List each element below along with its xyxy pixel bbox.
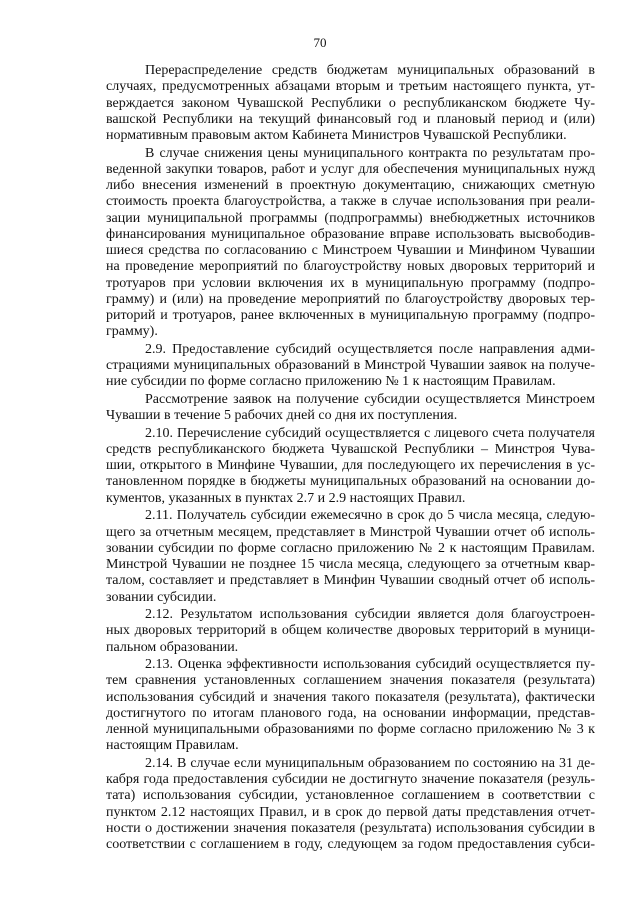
text-line: талом, составляет и представляет в Минфин Чувашии сводный отчет об исполь-	[106, 573, 595, 589]
text-line: 2.14. В случае если муниципальным образованием по состоянию на 31 де-	[145, 755, 595, 771]
text-line: тем сравнения установленных соглашением значения показателя (результата)	[106, 673, 595, 689]
text-line: нормативным правовым актом Кабинета Министров Чувашской Республики.	[106, 128, 567, 143]
text-line: финансирования муниципальное образование вправе использовать высвободив-	[106, 226, 595, 242]
text-line: верждается законом Чувашской Республики о республиканском бюджете Чу-	[106, 95, 595, 111]
text-line: тата) использования субсидии, установленное соглашением в соответствии с	[106, 788, 595, 804]
text-line: 2.9. Предоставление субсидий осуществляется после направления адми-	[145, 341, 595, 357]
text-line: страциями муниципальных образований в Минстрой Чувашии заявок на получе-	[106, 358, 595, 374]
text-line: кабря года предоставления субсидии не достигнуто значение показателя (резуль-	[106, 772, 595, 788]
text-line: веденной закупки товаров, работ и услуг для обеспечения муниципальных нужд	[106, 161, 595, 177]
text-line: использования субсидий и значения такого показателя (результата), фактически	[106, 689, 595, 705]
text-line: пальном образовании.	[106, 639, 239, 655]
text-line: грамму) и (или) на проведение мероприятий по благоустройству дворовых тер-	[106, 291, 595, 307]
text-line: ние субсидии по форме согласно приложению № 1 к настоящим Правилам.	[106, 374, 556, 390]
text-line: ных дворовых территорий в общем количестве дворовых территорий в муници-	[106, 623, 595, 639]
text-line: вашской Республики на текущий финансовый год и плановый период и (или)	[106, 111, 595, 127]
text-line: кументов, указанных в пунктах 2.7 и 2.9 настоящих Правил.	[106, 490, 466, 506]
page-number: 70	[313, 35, 327, 50]
text-line: 2.11. Получатель субсидии ежемесячно в срок до 5 числа месяца, следую-	[145, 508, 595, 524]
text-line: тротуаров при условии включения их в муниципальную программу (подпро-	[106, 275, 595, 291]
text-line: пунктом 2.12 настоящих Правил, и в срок до первой даты представления отчет-	[106, 804, 595, 820]
text-line: достигнутого по итогам планового года, на основании информации, представ-	[106, 705, 595, 721]
text-line: 2.10. Перечисление субсидий осуществляется с лицевого счета получателя	[145, 425, 595, 441]
text-line: зации муниципальной программы (подпрограммы) внебюджетных источников	[106, 210, 595, 226]
text-line: либо внесения изменений в проектную документацию, снижающих сметную	[106, 178, 595, 194]
text-line: шиеся средства по согласованию с Минстроем Чувашии и Минфином Чувашии	[106, 243, 595, 259]
text-line: 2.13. Оценка эффективности использования субсидий осуществляется пу-	[145, 657, 595, 673]
text-line: 2.12. Результатом использования субсидии является доля благоустроен-	[145, 607, 595, 622]
text-line: Чувашии в течение 5 рабочих дней со дня их поступления.	[106, 408, 458, 424]
text-line: риторий и тротуаров, ранее включенных в муниципальную программу (подпро-	[106, 308, 595, 324]
text-line: зовании субсидии по форме согласно приложению № 2 к настоящим Правилам.	[106, 540, 595, 556]
text-line: Рассмотрение заявок на получение субсидии осуществляется Минстроем	[145, 391, 595, 407]
text-line: случаях, предусмотренных абзацами вторым и третьим настоящего пункта, ут-	[106, 79, 595, 95]
text-line: Перераспределение средств бюджетам муниципальных образований в	[145, 63, 595, 78]
text-line: щего за отчетным месяцем, представляет в Минстрой Чувашии отчет об исполь-	[106, 524, 595, 540]
text-line: грамму).	[106, 324, 158, 340]
text-line: средств республиканского бюджета Чувашской Республики – Минстроя Чува-	[106, 441, 595, 457]
text-line: шии, открытого в Минфине Чувашии, для последующего их перечисления в ус-	[106, 458, 595, 474]
text-line: Минстрой Чувашии не позднее 15 числа месяца, следующего за отчетным квар-	[106, 557, 595, 572]
text-line: соответствии с соглашением в году, следующем за годом предоставления субси-	[106, 837, 595, 853]
text-line: зовании субсидии.	[106, 589, 217, 605]
text-line: стоимость проекта благоустройства, а также в случае использования при реали-	[106, 194, 595, 210]
text-line: В случае снижения цены муниципального контракта по результатам про-	[145, 145, 595, 161]
text-line: ности о достижении значения показателя (результата) использования субсидии в	[106, 820, 595, 836]
text-line: настоящим Правилам.	[106, 738, 239, 754]
text-line: ленной муниципальными образованиями по форме согласно приложению № 3 к	[106, 722, 595, 738]
text-line: на проведение мероприятий по благоустройству новых дворовых территорий и	[106, 259, 595, 275]
text-line: тановленном порядке в бюджеты муниципальных образований на основании до-	[106, 474, 595, 490]
